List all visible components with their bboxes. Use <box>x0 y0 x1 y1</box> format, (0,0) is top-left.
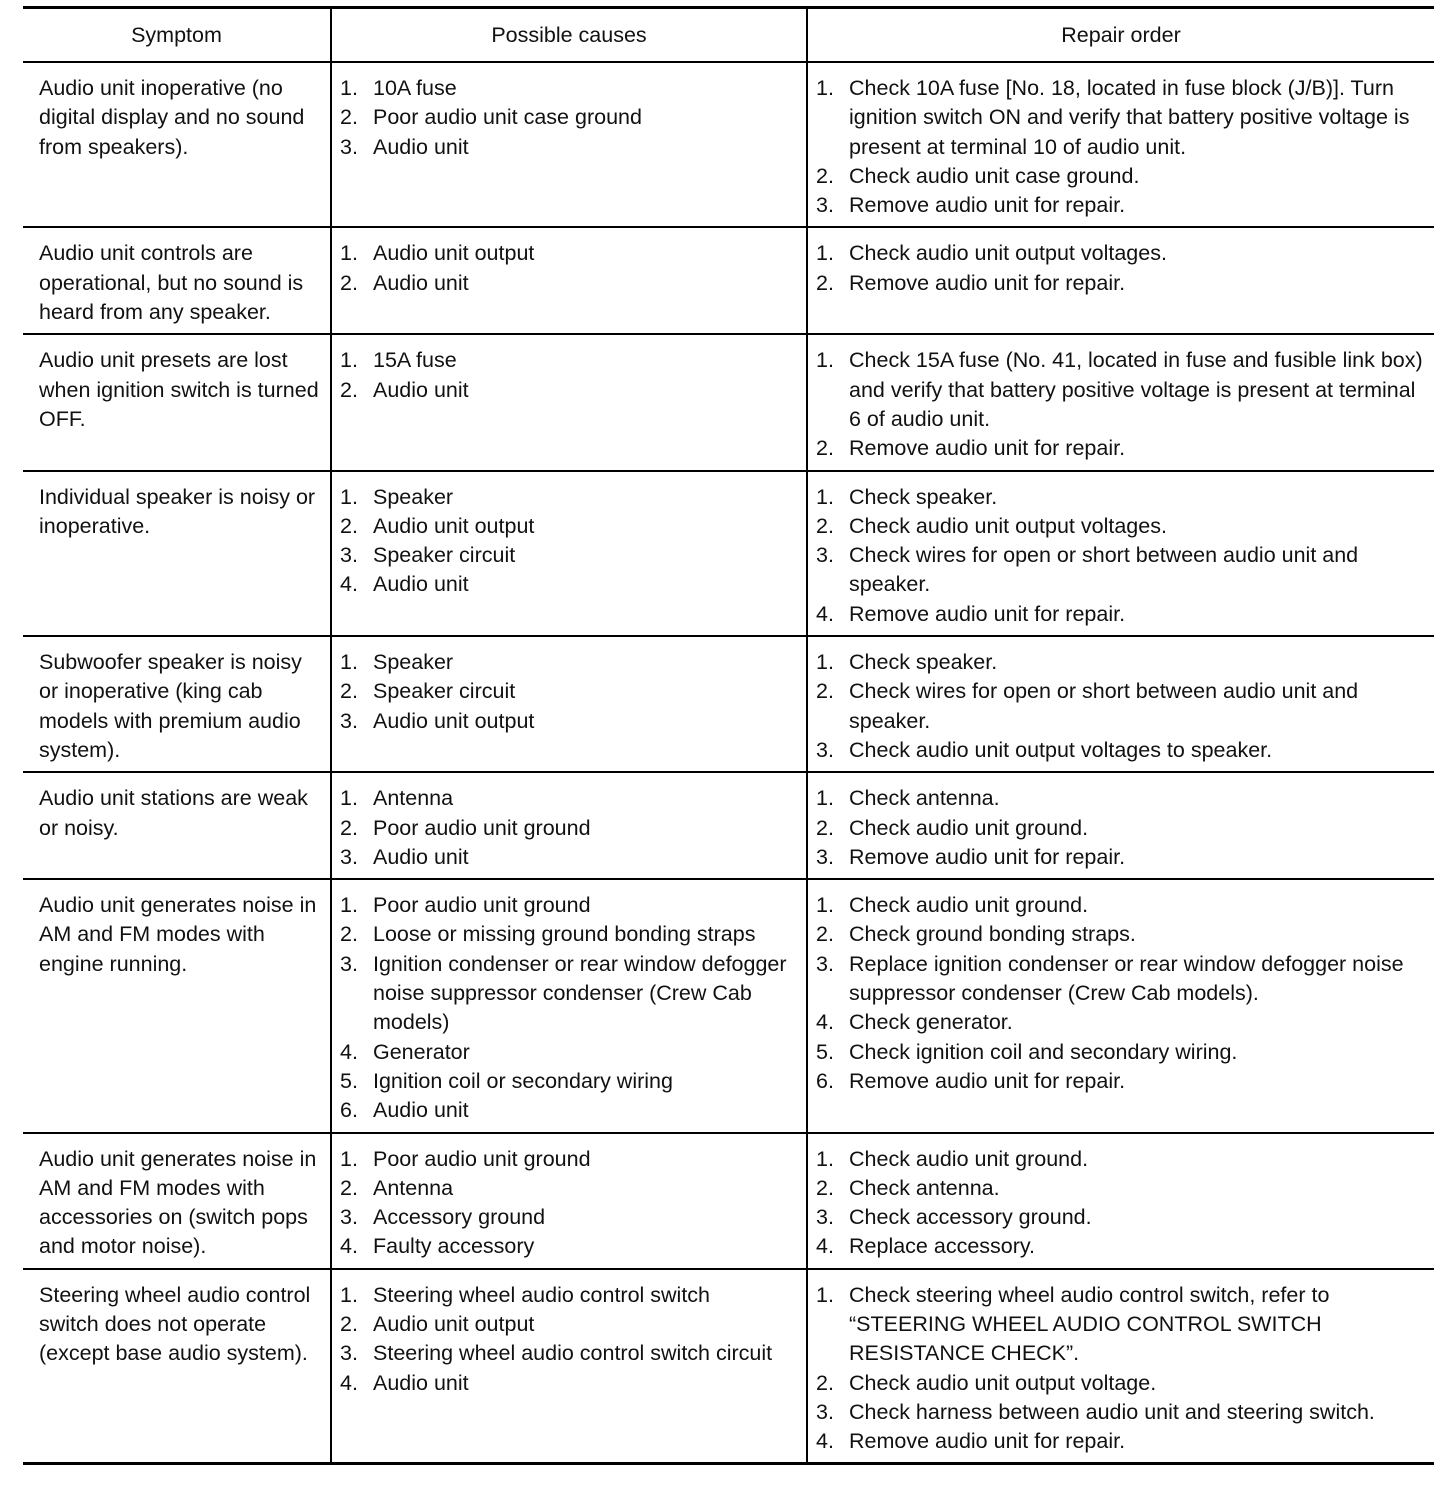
item-number: 3. <box>340 844 358 869</box>
item-number: 4. <box>816 1234 834 1259</box>
item-text: Check antenna. <box>849 786 1000 811</box>
item-number: 3. <box>816 193 834 218</box>
item-text: 10A fuse <box>373 76 457 100</box>
item-number: 2. <box>340 270 358 295</box>
item-text: Check antenna. <box>849 1175 1000 1200</box>
repair-step <box>816 1398 1430 1427</box>
item-number: 1. <box>340 348 358 373</box>
repair-step <box>816 1203 1430 1232</box>
item-text: Remove audio unit for repair. <box>849 270 1126 295</box>
table-row <box>23 772 1434 879</box>
item-text: Audio unit <box>373 377 469 402</box>
item-number: 1. <box>340 1282 358 1307</box>
repair-order-cell <box>807 471 1434 636</box>
cause-item <box>340 541 802 570</box>
cause-item <box>340 1203 802 1232</box>
item-number: 2. <box>340 1175 358 1200</box>
item-number: 1. <box>816 1282 834 1307</box>
item-text: Speaker circuit <box>373 679 516 704</box>
header-symptom: Symptom <box>23 8 331 63</box>
header-repair-order: Repair order <box>807 8 1434 63</box>
cause-item <box>340 814 802 843</box>
item-number: 4. <box>816 601 834 626</box>
item-text: Check audio unit ground. <box>849 893 1089 918</box>
item-text: Remove audio unit for repair. <box>849 601 1126 626</box>
cause-item <box>340 483 802 512</box>
repair-step <box>816 784 1430 813</box>
item-text: Check audio unit ground. <box>849 815 1089 840</box>
possible-causes-cell <box>331 471 807 636</box>
item-text: Steering wheel audio control switch <box>373 1282 711 1307</box>
item-number: 2. <box>816 513 834 538</box>
cause-list <box>340 346 802 405</box>
repair-order-cell <box>807 879 1434 1132</box>
repair-step <box>816 1232 1430 1261</box>
repair-step-list <box>816 1145 1430 1262</box>
repair-step <box>816 677 1430 736</box>
item-number: 3. <box>816 543 834 568</box>
possible-causes-cell <box>331 1133 807 1269</box>
item-number: 1. <box>816 76 834 100</box>
item-number: 3. <box>816 737 834 762</box>
cause-item <box>340 103 802 132</box>
symptom-cell: Audio unit generates noise in AM and FM modes with accessories on (switch pops and motor noise). <box>23 1133 331 1269</box>
item-text: Audio unit <box>373 1370 469 1395</box>
cause-item <box>340 1369 802 1398</box>
symptom-cell: Audio unit generates noise in AM and FM modes with engine running. <box>23 879 331 1132</box>
cause-item <box>340 512 802 541</box>
repair-step-list <box>816 239 1430 298</box>
item-text: Replace accessory. <box>849 1234 1036 1259</box>
cause-list <box>340 891 802 1125</box>
cause-item <box>340 707 802 736</box>
item-number: 5. <box>340 1068 358 1093</box>
repair-step <box>816 1038 1430 1067</box>
cause-list <box>340 483 802 600</box>
repair-step <box>816 1008 1430 1037</box>
item-text: Speaker <box>373 484 454 509</box>
item-text: Check audio unit output voltages. <box>849 241 1167 266</box>
item-text: Remove audio unit for repair. <box>849 844 1126 869</box>
item-number: 3. <box>816 951 834 976</box>
cause-list <box>340 1145 802 1262</box>
table-row <box>23 227 1434 334</box>
item-number: 2. <box>340 922 358 947</box>
item-number: 1. <box>816 650 834 675</box>
item-number: 3. <box>816 1205 834 1230</box>
item-text: Audio unit output <box>373 513 535 538</box>
repair-step-list <box>816 483 1430 629</box>
item-text: Remove audio unit for repair. <box>849 436 1126 461</box>
symptom-cell: Audio unit stations are weak or noisy. <box>23 772 331 879</box>
item-number: 3. <box>340 951 358 976</box>
repair-order-cell <box>807 772 1434 879</box>
repair-step-list <box>816 74 1430 220</box>
table-row <box>23 1133 1434 1269</box>
item-text: Check ground bonding straps. <box>849 922 1136 947</box>
table-row <box>23 879 1434 1132</box>
item-number: 3. <box>816 1399 834 1424</box>
item-number: 2. <box>816 436 834 461</box>
item-text: Antenna <box>373 786 454 811</box>
repair-step <box>816 162 1430 191</box>
item-number: 1. <box>340 241 358 266</box>
repair-order-cell <box>807 334 1434 470</box>
symptom-cell: Audio unit controls are operational, but no sound is heard from any speaker. <box>23 227 331 334</box>
symptom-cell: Individual speaker is noisy or inoperative. <box>23 471 331 636</box>
item-number: 4. <box>340 1370 358 1395</box>
cause-item <box>340 74 802 103</box>
item-text: Audio unit <box>373 134 469 159</box>
item-text: Check audio unit ground. <box>849 1146 1089 1171</box>
item-text: Faulty accessory <box>373 1234 535 1259</box>
symptom-cell: Subwoofer speaker is noisy or inoperative (king cab models with premium audio system). <box>23 636 331 772</box>
item-number: 2. <box>816 815 834 840</box>
repair-step <box>816 1174 1430 1203</box>
repair-step <box>816 1281 1430 1369</box>
repair-step <box>816 648 1430 677</box>
cause-list <box>340 648 802 736</box>
item-number: 2. <box>816 270 834 295</box>
item-number: 3. <box>340 543 358 568</box>
item-number: 1. <box>816 241 834 266</box>
cause-item <box>340 784 802 813</box>
repair-step <box>816 346 1430 434</box>
item-number: 3. <box>340 134 358 159</box>
item-number: 1. <box>340 786 358 811</box>
table-row <box>23 334 1434 470</box>
item-text: Poor audio unit case ground <box>373 105 642 130</box>
item-number: 5. <box>816 1039 834 1064</box>
item-number: 2. <box>816 163 834 188</box>
item-text: Audio unit output <box>373 1311 535 1336</box>
repair-step <box>816 541 1430 600</box>
symptom-cell: Audio unit inoperative (no digital display and no sound from speakers). <box>23 62 331 227</box>
item-number: 2. <box>340 513 358 538</box>
cause-item <box>340 1339 802 1368</box>
item-number: 1. <box>816 893 834 918</box>
possible-causes-cell <box>331 334 807 470</box>
repair-step <box>816 434 1430 463</box>
repair-step <box>816 483 1430 512</box>
item-text: Ignition condenser or rear window defogger noise suppressor condenser (Crew Cab models) <box>373 951 787 1035</box>
item-text: Speaker <box>373 650 454 675</box>
cause-item <box>340 570 802 599</box>
repair-step <box>816 74 1430 162</box>
cause-item <box>340 920 802 949</box>
repair-step <box>816 920 1430 949</box>
repair-order-cell <box>807 62 1434 227</box>
table-row <box>23 62 1434 227</box>
repair-step-list <box>816 648 1430 765</box>
cause-item <box>340 133 802 162</box>
repair-step-list <box>816 346 1430 463</box>
cause-list <box>340 239 802 298</box>
repair-order-cell <box>807 1133 1434 1269</box>
item-text: Steering wheel audio control switch circuit <box>373 1341 773 1366</box>
cause-item <box>340 1038 802 1067</box>
item-number: 2. <box>816 679 834 704</box>
item-number: 1. <box>816 348 834 373</box>
item-number: 1. <box>340 650 358 675</box>
possible-causes-cell <box>331 772 807 879</box>
item-number: 2. <box>816 1370 834 1395</box>
item-text: Ignition coil or secondary wiring <box>373 1068 673 1093</box>
item-text: Check harness between audio unit and steering switch. <box>849 1399 1375 1424</box>
cause-item <box>340 1232 802 1261</box>
item-number: 2. <box>816 1175 834 1200</box>
item-text: Check accessory ground. <box>849 1205 1092 1230</box>
symptom-cell: Audio unit presets are lost when ignition switch is turned OFF. <box>23 334 331 470</box>
item-number: 4. <box>340 1234 358 1259</box>
item-number: 1. <box>816 786 834 811</box>
item-text: Antenna <box>373 1175 454 1200</box>
repair-step <box>816 1145 1430 1174</box>
item-text: Remove audio unit for repair. <box>849 1068 1126 1093</box>
item-text: Replace ignition condenser or rear window defogger noise suppressor condenser (Crew Cab models). <box>849 951 1404 1006</box>
repair-order-cell <box>807 1269 1434 1464</box>
item-number: 4. <box>816 1010 834 1035</box>
item-text: Check speaker. <box>849 484 998 509</box>
repair-step <box>816 814 1430 843</box>
item-text: Check audio unit case ground. <box>849 163 1140 188</box>
table-row <box>23 636 1434 772</box>
item-number: 1. <box>816 484 834 509</box>
item-number: 2. <box>340 377 358 402</box>
table-row <box>23 1269 1434 1464</box>
item-text: Check wires for open or short between audio unit and speaker. <box>849 543 1359 597</box>
cause-list <box>340 784 802 872</box>
item-text: Poor audio unit ground <box>373 1146 591 1171</box>
cause-item <box>340 1174 802 1203</box>
cause-item <box>340 346 802 375</box>
item-text: Check steering wheel audio control switch, refer to “STEERING WHEEL AUDIO CONTROL SWITCH RESISTANCE CHECK”. <box>849 1282 1330 1366</box>
item-number: 3. <box>340 1205 358 1230</box>
item-text: Accessory ground <box>373 1205 546 1230</box>
cause-item <box>340 376 802 405</box>
cause-list <box>340 74 802 162</box>
repair-order-cell <box>807 227 1434 334</box>
item-text: Audio unit output <box>373 708 535 733</box>
repair-step <box>816 239 1430 268</box>
repair-step <box>816 600 1430 629</box>
cause-item <box>340 891 802 920</box>
item-number: 4. <box>340 1039 358 1064</box>
header-possible-causes: Possible causes <box>331 8 807 63</box>
item-number: 4. <box>340 572 358 597</box>
item-text: Check ignition coil and secondary wiring. <box>849 1039 1238 1064</box>
cause-item <box>340 1096 802 1125</box>
item-text: Audio unit <box>373 844 469 869</box>
item-text: Generator <box>373 1039 470 1064</box>
cause-item <box>340 648 802 677</box>
repair-step-list <box>816 1281 1430 1457</box>
item-number: 3. <box>340 1341 358 1366</box>
possible-causes-cell <box>331 1269 807 1464</box>
item-number: 2. <box>340 679 358 704</box>
item-text: Check audio unit output voltages. <box>849 513 1167 538</box>
table-row <box>23 471 1434 636</box>
item-number: 6. <box>816 1068 834 1093</box>
item-text: Check audio unit output voltages to speaker. <box>849 737 1273 762</box>
item-text: Remove audio unit for repair. <box>849 1429 1126 1454</box>
cause-item <box>340 677 802 706</box>
item-text: Check 10A fuse [No. 18, located in fuse block (J/B)]. Turn ignition switch ON and verify that battery positive voltage is present at terminal 10 of audio unit. <box>849 76 1410 159</box>
item-text: 15A fuse <box>373 348 457 373</box>
item-number: 1. <box>340 1146 358 1171</box>
repair-step <box>816 191 1430 220</box>
possible-causes-cell <box>331 636 807 772</box>
item-text: Check generator. <box>849 1010 1013 1035</box>
possible-causes-cell <box>331 62 807 227</box>
item-number: 2. <box>340 1311 358 1336</box>
item-number: 2. <box>816 922 834 947</box>
item-text: Audio unit <box>373 572 469 597</box>
cause-item <box>340 1067 802 1096</box>
repair-step-list <box>816 891 1430 1096</box>
item-text: Poor audio unit ground <box>373 893 591 918</box>
repair-step-list <box>816 784 1430 872</box>
cause-item <box>340 1310 802 1339</box>
symptom-cell: Steering wheel audio control switch does not operate (except base audio system). <box>39 1282 311 1366</box>
cause-item <box>340 239 802 268</box>
item-number: 6. <box>340 1098 358 1123</box>
table-header-row <box>23 8 1434 63</box>
table-body <box>23 62 1434 1464</box>
cause-item <box>340 1145 802 1174</box>
item-text: Audio unit <box>373 270 469 295</box>
cause-item <box>340 269 802 298</box>
item-number: 1. <box>340 893 358 918</box>
item-text: Speaker circuit <box>373 543 516 568</box>
repair-step <box>816 512 1430 541</box>
repair-step <box>816 1067 1430 1096</box>
item-number: 3. <box>816 844 834 869</box>
repair-order-cell <box>807 636 1434 772</box>
repair-step <box>816 891 1430 920</box>
item-text: Check audio unit output voltage. <box>849 1370 1157 1395</box>
cause-item <box>340 1281 802 1310</box>
item-text: Check wires for open or short between audio unit and speaker. <box>849 679 1359 733</box>
possible-causes-cell <box>331 879 807 1132</box>
item-number: 1. <box>340 484 358 509</box>
item-text: Remove audio unit for repair. <box>849 193 1126 218</box>
item-number: 4. <box>816 1429 834 1454</box>
item-text: Check speaker. <box>849 650 998 675</box>
repair-step <box>816 736 1430 765</box>
troubleshooting-table-container <box>23 6 1434 1465</box>
repair-step <box>816 950 1430 1009</box>
repair-step <box>816 843 1430 872</box>
item-text: Loose or missing ground bonding straps <box>373 922 756 947</box>
item-text: Check 15A fuse (No. 41, located in fuse and fusible link box) and verify that battery positive voltage is present at terminal 6 of audio unit. <box>849 348 1423 431</box>
cause-item <box>340 950 802 1038</box>
repair-step <box>816 269 1430 298</box>
cause-item <box>340 843 802 872</box>
cause-list <box>340 1281 802 1398</box>
troubleshooting-table <box>23 6 1434 1465</box>
item-number: 2. <box>340 105 358 130</box>
item-number: 2. <box>340 815 358 840</box>
item-number: 1. <box>340 76 358 100</box>
item-text: Audio unit output <box>373 241 535 266</box>
item-number: 3. <box>340 708 358 733</box>
item-text: Poor audio unit ground <box>373 815 591 840</box>
repair-step <box>816 1427 1430 1456</box>
repair-step <box>816 1369 1430 1398</box>
item-number: 1. <box>816 1146 834 1171</box>
item-text: Audio unit <box>373 1098 469 1123</box>
possible-causes-cell <box>331 227 807 334</box>
